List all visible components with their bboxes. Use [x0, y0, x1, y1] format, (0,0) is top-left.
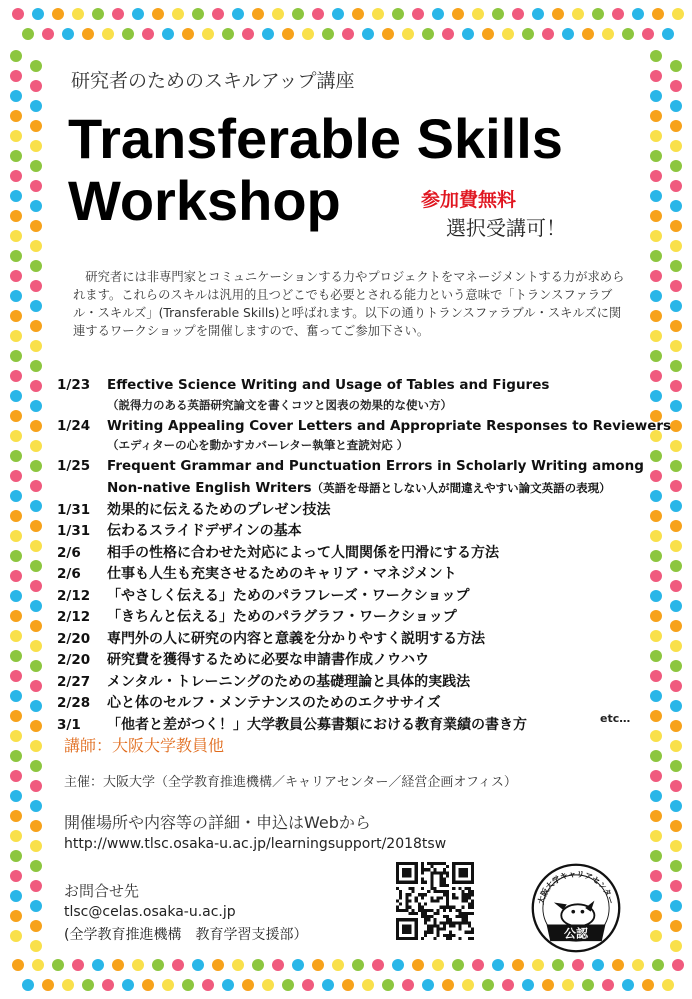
seal-arc-text: 大阪大学キャリアセンター: [536, 869, 616, 906]
schedule-title-cont-jp: （英語を母語としない人が間違えやすい論文英語の表現）: [311, 480, 611, 495]
schedule-subtitle: （説得力のある英語研究論文を書くコツと図表の効果的な使い方）: [107, 397, 452, 412]
schedule-title: 専門外の人に研究の内容と意義を分かりやすく説明する方法: [107, 630, 485, 647]
schedule-title: Effective Science Writing and Usage of Tables and Figures: [107, 377, 550, 393]
schedule-title: メンタル・トレーニングのための基礎理論と具体的実践法: [107, 673, 471, 690]
schedule-date: 1/24: [57, 417, 91, 434]
schedule-row: [57, 564, 647, 586]
schedule-title: 効果的に伝えるためのプレゼン技法: [107, 501, 331, 518]
free-admission-label: 参加費無料: [421, 189, 517, 211]
schedule-title: 研究費を獲得するために必要な申請書作成ノウハウ: [107, 652, 429, 668]
etc-label: etc…: [600, 712, 631, 725]
schedule-date: 2/20: [57, 630, 91, 647]
schedule-title: 「やさしく伝える」ためのパラフレーズ・ワークショップ: [107, 587, 470, 604]
schedule-title: Frequent Grammar and Punctuation Errors in Scholarly Writing among: [107, 458, 644, 474]
schedule-title: 「きちんと伝える」ためのパラグラフ・ワークショップ: [107, 609, 457, 625]
schedule-row: [57, 650, 647, 672]
schedule-date: 1/31: [57, 523, 91, 539]
schedule-date: 2/12: [57, 587, 91, 604]
schedule-title: 「他者と差がつく！」大学教員公募書類における教育業績の書き方: [107, 716, 527, 733]
web-info-label: 開催場所や内容等の詳細・申込はWebから: [64, 813, 371, 832]
schedule-date: 2/12: [57, 609, 91, 625]
schedule-date: 2/20: [57, 652, 91, 668]
registration-url[interactable]: http://www.tlsc.osaka-u.ac.jp/learningsupport/2018tsw: [64, 836, 447, 852]
schedule-list: [57, 375, 672, 736]
schedule-row: [57, 693, 647, 715]
schedule-row: [57, 456, 647, 478]
schedule-row: [57, 500, 647, 522]
schedule-date: 3/1: [57, 716, 81, 733]
schedule-row: [57, 543, 647, 565]
organizer-label: 主催：大阪大学（全学教育推進機構／キャリアセンター／経営企画オフィス）: [64, 775, 517, 790]
schedule-subtitle-row: [57, 397, 647, 416]
schedule-title: Writing Appealing Cover Letters and Appropriate Responses to Reviewers: [107, 417, 672, 434]
selectable-label: 選択受講可！: [446, 216, 566, 240]
schedule-subtitle-row: [57, 437, 647, 456]
intro-paragraph: [73, 268, 628, 340]
seal-stamp-text: 公認: [564, 926, 588, 941]
contact-email[interactable]: tlsc@celas.osaka-u.ac.jp: [64, 904, 236, 920]
contact-office: (全学教育推進機構 教育学習支援部）: [64, 927, 308, 943]
schedule-date: 1/31: [57, 501, 91, 518]
schedule-row: [57, 629, 647, 651]
schedule-title: 心と体のセルフ・メンテナンスのためのエクササイズ: [107, 695, 441, 711]
schedule-continuation-row: [57, 478, 647, 500]
schedule-row: [57, 607, 647, 629]
schedule-row: [57, 521, 647, 543]
schedule-date: 2/6: [57, 566, 81, 582]
career-center-seal-icon: [530, 862, 622, 954]
schedule-row: [57, 375, 647, 397]
lecturer-label: 講師：大阪大学教員他: [64, 736, 225, 755]
qr-code-icon[interactable]: [396, 862, 474, 940]
title-line-2: Workshop: [68, 169, 341, 232]
schedule-subtitle: （エディターの心を動かすカバーレター執筆と査読対応 ）: [107, 438, 409, 452]
subtitle: 研究者のためのスキルアップ講座: [71, 70, 355, 92]
inquiry-label: お問合せ先: [64, 882, 140, 900]
schedule-row: [57, 586, 647, 608]
schedule-row: [57, 416, 672, 438]
schedule-date: 1/23: [57, 377, 91, 393]
schedule-date: 1/25: [57, 458, 91, 474]
schedule-date: 2/6: [57, 544, 81, 561]
intro-text: 研究者には非専門家とコミュニケーションする力やプロジェクトをマネージメントする力が求められます。これらのスキルは汎用的且つどこでも必要とされる能力という意味で「トランスファラブル・スキルズ」(Transferable Skills)と呼ばれます。以下の通りトランスファラブル・スキルズに関連するワークショップを開催しますので、奮ってご参加下さい。: [73, 270, 625, 338]
schedule-title: 仕事も人生も充実させるためのキャリア・マネジメント: [107, 566, 457, 582]
schedule-title-continued: [107, 478, 611, 499]
schedule-row: [57, 672, 647, 694]
schedule-title: 伝わるスライドデザインの基本: [107, 523, 302, 539]
title-line-1: Transferable Skills: [68, 107, 563, 170]
schedule-title: 相手の性格に合わせた対応によって人間関係を円滑にする方法: [107, 544, 499, 561]
schedule-date: 2/27: [57, 673, 91, 690]
schedule-title-cont-en: Non-native English Writers: [107, 479, 312, 496]
schedule-date: 2/28: [57, 695, 91, 711]
